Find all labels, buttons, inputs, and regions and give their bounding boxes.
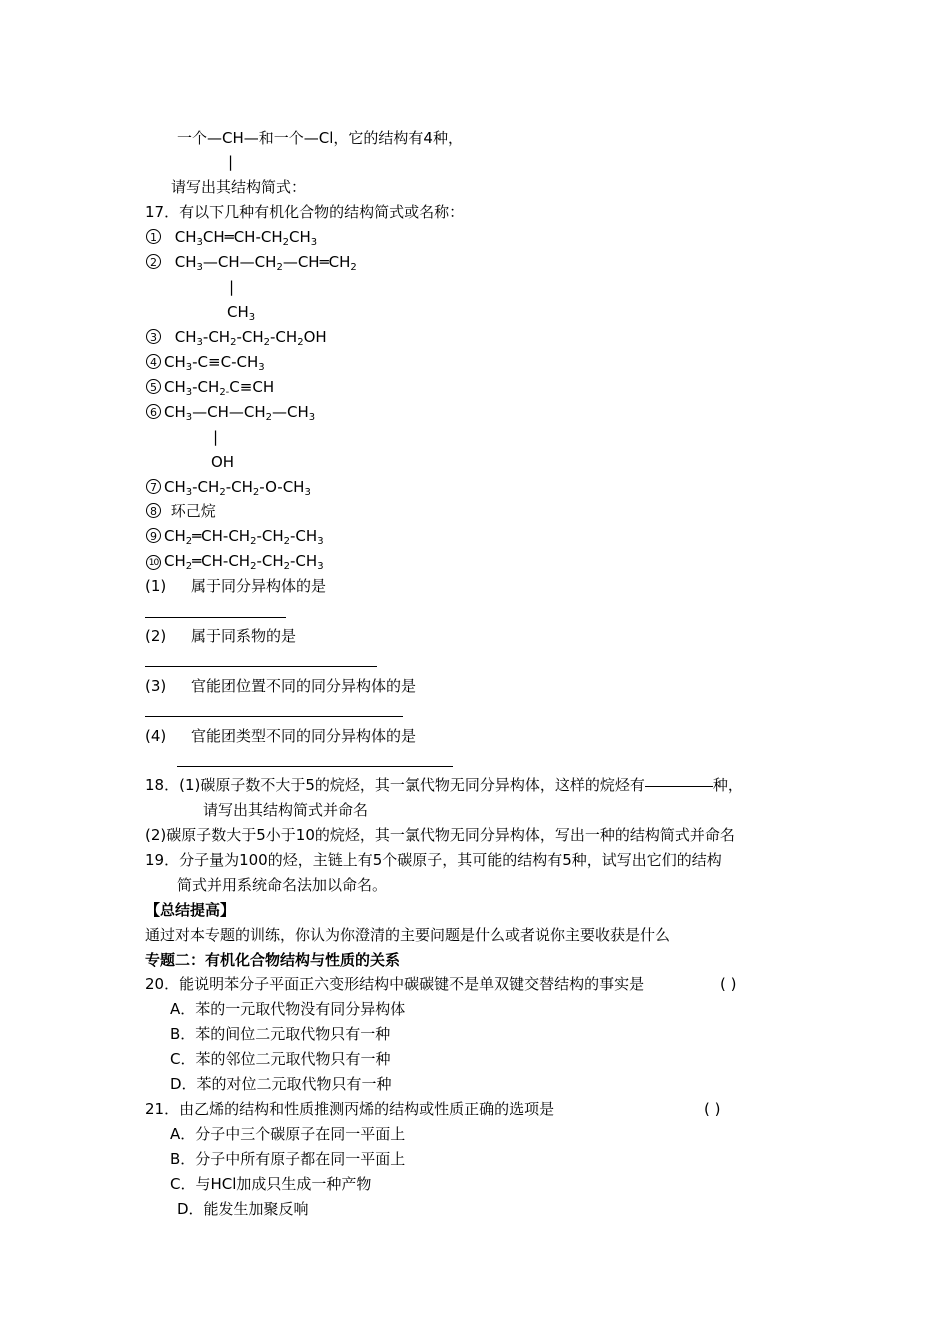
formula-2-branch-bar: | — [229, 278, 235, 296]
q17-item-5 — [146, 377, 274, 397]
q19-line-1: 19．分子量为100的烃，主链上有5个碳原子，其可能的结构有5种，试写出它们的结构 — [145, 851, 722, 869]
formula-10: $CH_2═CH-CH_2-CH_2-CH_3$ — [164, 552, 324, 572]
q21-option-b: B．分子中所有原子都在同一平面上 — [170, 1150, 406, 1168]
intro-line-2: 请写出其结构简式： — [171, 178, 307, 196]
item-number-10: 10 — [146, 555, 161, 570]
q17-sub-3 — [145, 676, 416, 696]
q17-sub-4 — [145, 726, 416, 746]
q21-option-a: A．分子中三个碳原子在同一平面上 — [170, 1125, 406, 1143]
q17-item-2 — [146, 252, 357, 272]
sub-number: (2) — [145, 627, 167, 645]
q18-line-2: 请写出其结构简式并命名 — [203, 801, 369, 819]
answer-blank-2[interactable] — [145, 666, 377, 667]
formula-6-branch: OH — [211, 453, 235, 471]
q20-answer-paren: ( ) — [720, 975, 737, 993]
item-number-9: 9 — [146, 528, 161, 543]
formula-3: $CH_3-CH_2-CH_2-CH_2OH$ — [174, 328, 327, 348]
q20-option-c: C．苯的邻位二元取代物只有一种 — [170, 1050, 391, 1068]
q18-count-blank[interactable] — [645, 786, 713, 787]
q20-option-a: A．苯的一元取代物没有同分异构体 — [170, 1000, 406, 1018]
sub-text: 属于同分异构体的是 — [191, 577, 327, 595]
q17-item-10 — [146, 551, 324, 571]
q17-item-7 — [146, 477, 311, 497]
q18-line-3: (2)碳原子数大于5小于10的烷烃，其一氯代物无同分异构体，写出一种的结构简式并命名 — [145, 826, 735, 844]
formula-2-branch: $CH_3$ — [227, 303, 256, 323]
sub-number: (1) — [145, 577, 167, 595]
q20-stem: 20．能说明苯分子平面正六变形结构中碳碳键不是单双键交替结构的事实是 — [145, 975, 645, 993]
formula-8: 环己烷 — [170, 502, 216, 520]
q21-option-c: C．与HCl加成只生成一种产物 — [170, 1175, 372, 1193]
answer-blank-3[interactable] — [145, 716, 403, 717]
topic2-heading: 专题二：有机化合物结构与性质的关系 — [145, 951, 401, 969]
intro-line-1: 一个—CH—和一个—Cl，它的结构有4种， — [177, 129, 463, 147]
answer-blank-1[interactable] — [145, 617, 286, 618]
q17-item-3 — [146, 327, 327, 347]
item-number-7: 7 — [146, 479, 161, 494]
formula-4: $CH_3-C\equiv C-CH_3$ — [164, 353, 265, 373]
intro-bond-bar: | — [228, 153, 234, 171]
q18-text-tail: 种， — [712, 776, 743, 794]
q17-stem: 17．有以下几种有机化合物的结构简式或名称： — [145, 203, 465, 221]
formula-5: $CH_3-CH_{2-}C\equiv CH$ — [164, 378, 275, 398]
q18-text: 18．(1)碳原子数不大于5的烷烃，其一氯代物无同分异构体，这样的烷烃有 — [145, 776, 645, 794]
item-number-3: 3 — [146, 329, 161, 344]
item-number-2: 2 — [146, 254, 161, 269]
formula-6-branch-bar: | — [213, 428, 219, 446]
sub-number: (3) — [145, 677, 167, 695]
q17-item-9 — [146, 526, 324, 546]
formula-2: $CH_3—CH—CH_2—CH═CH_2$ — [174, 253, 357, 273]
q17-sub-1 — [145, 576, 326, 596]
q17-item-6 — [146, 402, 315, 422]
q21-option-d: D．能发生加聚反响 — [177, 1200, 309, 1218]
formula-7: $CH_3-CH_2-CH_2-O-CH_3$ — [164, 478, 311, 498]
q18-line-1 — [145, 775, 743, 795]
summary-heading: 【总结提高】 — [145, 901, 236, 919]
item-number-8: 8 — [146, 503, 161, 518]
item-number-6: 6 — [146, 404, 161, 419]
q17-item-4 — [146, 352, 265, 372]
sub-number: (4) — [145, 727, 167, 745]
sub-text: 官能团位置不同的同分异构体的是 — [191, 677, 417, 695]
formula-1: $CH_3CH═CH-CH_2CH_3$ — [174, 228, 318, 248]
q17-sub-2 — [145, 626, 296, 646]
item-number-1: 1 — [146, 229, 161, 244]
q21-stem: 21．由乙烯的结构和性质推测丙烯的结构或性质正确的选项是 — [145, 1100, 555, 1118]
q17-item-1 — [146, 227, 317, 247]
formula-6: $CH_3—CH—CH_2—CH_3$ — [164, 403, 316, 423]
q20-option-d: D．苯的对位二元取代物只有一种 — [170, 1075, 392, 1093]
sub-text: 属于同系物的是 — [191, 627, 297, 645]
q19-line-2: 简式并用系统命名法加以命名。 — [177, 876, 388, 894]
answer-blank-4[interactable] — [177, 766, 453, 767]
formula-9: $CH_2═CH-CH_2-CH_2-CH_3$ — [164, 527, 324, 547]
item-number-5: 5 — [146, 379, 161, 394]
q20-option-b: B．苯的间位二元取代物只有一种 — [170, 1025, 391, 1043]
q17-item-8 — [146, 501, 216, 521]
item-number-4: 4 — [146, 354, 161, 369]
q21-answer-paren: ( ) — [704, 1100, 721, 1118]
summary-text: 通过对本专题的训练，你认为你澄清的主要问题是什么或者说你主要收获是什么 — [145, 926, 671, 944]
sub-text: 官能团类型不同的同分异构体的是 — [191, 727, 417, 745]
